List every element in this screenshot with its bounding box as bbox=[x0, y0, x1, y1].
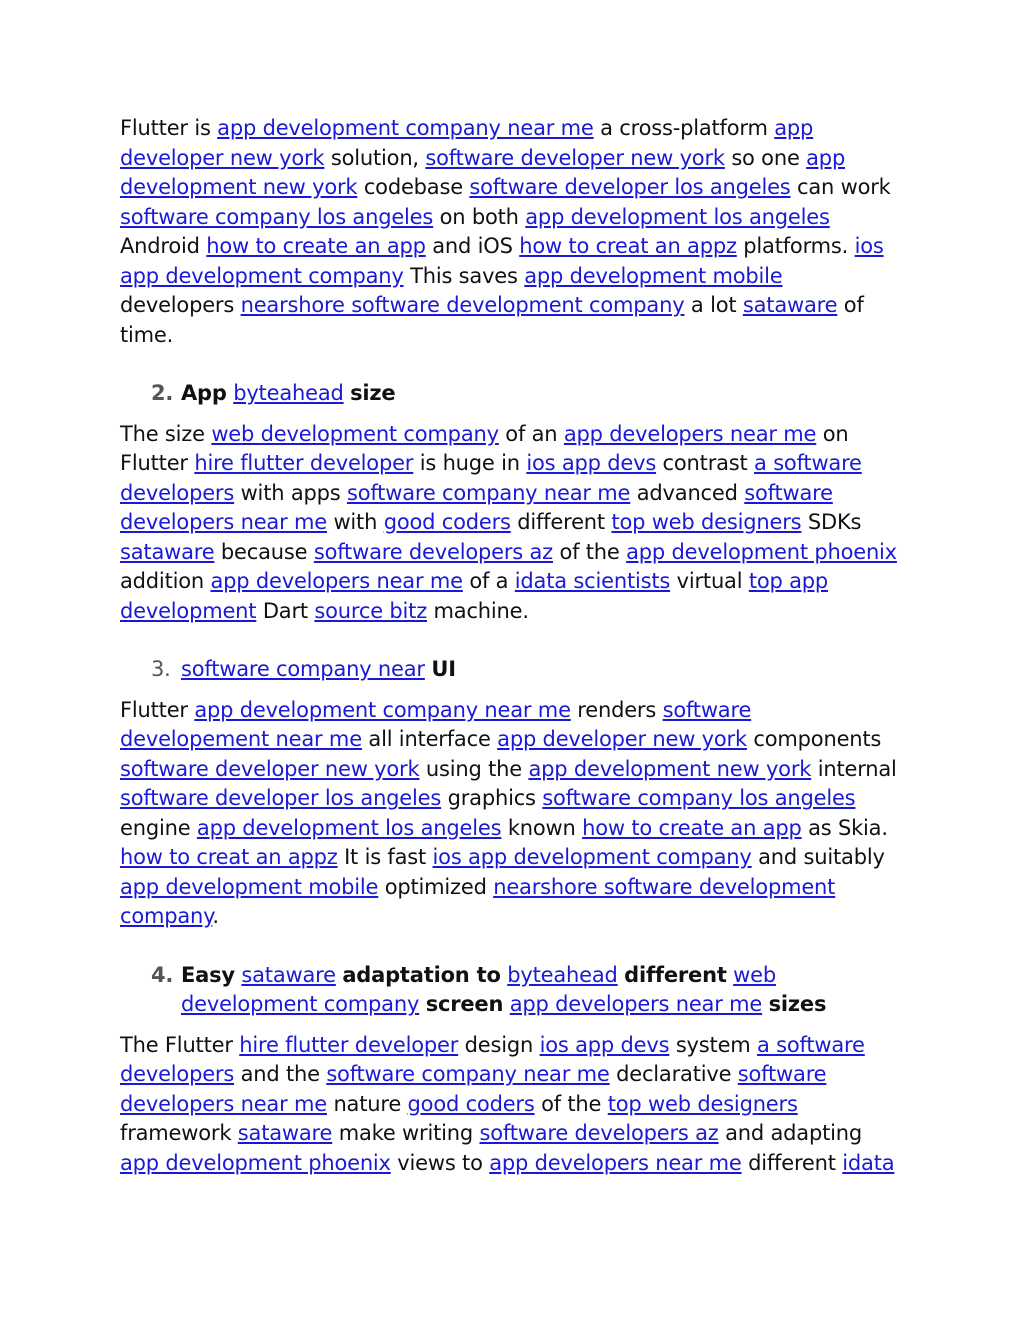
text-run: is huge in bbox=[413, 451, 527, 475]
text-run: codebase bbox=[357, 175, 470, 199]
inline-link[interactable]: software developer new york bbox=[120, 756, 420, 781]
text-run: Flutter is bbox=[120, 116, 218, 140]
bold-text: screen bbox=[425, 992, 504, 1016]
section-2-paragraph bbox=[120, 420, 900, 627]
text-run: declarative bbox=[609, 1062, 738, 1086]
section-number: 2. bbox=[151, 381, 174, 405]
inline-link[interactable]: ios app devs bbox=[539, 1032, 670, 1057]
inline-link[interactable]: how to creat an appz bbox=[120, 845, 338, 869]
inline-link[interactable]: software developers near me bbox=[120, 1062, 827, 1116]
section-heading-text bbox=[181, 657, 456, 681]
text-run: Flutter bbox=[120, 697, 195, 722]
text-run: advanced bbox=[630, 480, 745, 505]
inline-link[interactable]: byteahead bbox=[507, 962, 618, 987]
inline-link[interactable]: how to create an app bbox=[582, 815, 802, 840]
text-run: and iOS bbox=[425, 234, 520, 258]
text-run: using the bbox=[419, 756, 529, 781]
intro-paragraph bbox=[120, 114, 900, 350]
inline-link[interactable]: app developers near me bbox=[489, 1150, 742, 1175]
inline-link[interactable]: nearshore software development company bbox=[120, 874, 836, 928]
text-run: contrast bbox=[656, 451, 755, 475]
text-run: design bbox=[458, 1032, 540, 1057]
inline-link[interactable]: software developer los angeles bbox=[120, 786, 442, 810]
inline-link[interactable]: hire flutter developer bbox=[194, 451, 414, 475]
inline-link[interactable]: hire flutter developer bbox=[239, 1032, 459, 1057]
text-run: of the bbox=[552, 539, 627, 564]
inline-link[interactable]: app development phoenix bbox=[120, 1150, 391, 1175]
inline-link[interactable]: software developers near me bbox=[120, 480, 833, 534]
text-run: and suitably bbox=[751, 845, 885, 869]
inline-link[interactable]: app development new york bbox=[528, 756, 812, 781]
inline-link[interactable]: ios app development company bbox=[120, 234, 884, 288]
inline-link[interactable]: sataware bbox=[237, 1121, 333, 1145]
inline-link[interactable]: top web designers bbox=[607, 1091, 798, 1116]
text-run: developers bbox=[120, 293, 241, 317]
inline-link[interactable]: sataware bbox=[241, 962, 336, 987]
text-run: and adapting bbox=[718, 1121, 862, 1145]
inline-link[interactable]: sataware bbox=[120, 539, 215, 564]
section-4-heading bbox=[120, 961, 900, 1020]
text-run: engine bbox=[120, 815, 197, 840]
text-run: This saves bbox=[403, 263, 525, 288]
text-run: with apps bbox=[234, 480, 347, 505]
text-run: nature bbox=[326, 1091, 408, 1116]
text-run: so one bbox=[724, 145, 807, 170]
inline-link[interactable]: ios app devs bbox=[526, 451, 657, 475]
bold-text: adaptation to bbox=[342, 962, 501, 987]
inline-link[interactable]: software company near bbox=[181, 657, 425, 681]
inline-link[interactable]: app development company near me bbox=[217, 116, 594, 140]
document-page bbox=[120, 114, 900, 1178]
text-run: renders bbox=[570, 697, 663, 722]
text-run: with bbox=[326, 510, 384, 534]
section-3-heading bbox=[120, 655, 900, 685]
inline-link[interactable]: software company near me bbox=[326, 1062, 610, 1086]
text-run: of the bbox=[534, 1091, 608, 1116]
inline-link[interactable]: source bitz bbox=[314, 598, 428, 623]
bold-text: different bbox=[624, 962, 727, 987]
text-run: and the bbox=[234, 1062, 327, 1086]
inline-link[interactable]: ios app development company bbox=[432, 845, 752, 869]
text-run: components bbox=[746, 727, 882, 751]
text-run: of time. bbox=[120, 293, 864, 347]
text-run: The size bbox=[120, 421, 212, 446]
bold-text: size bbox=[350, 381, 396, 405]
section-2-heading bbox=[120, 379, 900, 409]
text-run: optimized bbox=[378, 874, 494, 899]
inline-link[interactable]: top app development bbox=[120, 569, 829, 623]
text-run: on Flutter bbox=[120, 421, 849, 475]
text-run: of a bbox=[462, 569, 515, 593]
section-heading-text bbox=[181, 963, 826, 1017]
inline-link[interactable]: software developer new york bbox=[425, 145, 725, 170]
text-run: as Skia. bbox=[801, 815, 888, 840]
inline-link[interactable]: software company los angeles bbox=[120, 204, 434, 229]
text-run: machine. bbox=[427, 598, 529, 623]
inline-link[interactable]: top web designers bbox=[611, 510, 802, 534]
text-run: a cross-platform bbox=[593, 116, 775, 140]
text-run: make writing bbox=[332, 1121, 480, 1145]
inline-link[interactable]: app development company near me bbox=[194, 697, 571, 722]
inline-link[interactable]: sataware bbox=[742, 293, 838, 317]
text-run: Dart bbox=[256, 598, 315, 623]
inline-link[interactable]: good coders bbox=[407, 1091, 535, 1116]
text-run: . bbox=[212, 904, 219, 928]
text-run: of an bbox=[498, 421, 564, 446]
inline-link[interactable]: app development mobile bbox=[120, 874, 379, 899]
inline-link[interactable]: idata bbox=[842, 1150, 895, 1175]
inline-link[interactable]: software company los angeles bbox=[542, 786, 856, 810]
text-run: different bbox=[510, 510, 612, 534]
bold-text: Easy bbox=[181, 962, 235, 987]
text-run: known bbox=[501, 815, 583, 840]
text-run: internal bbox=[811, 756, 897, 781]
bold-text: UI bbox=[431, 657, 456, 681]
text-run: platforms. bbox=[736, 234, 855, 258]
text-run: addition bbox=[120, 569, 211, 593]
inline-link[interactable]: good coders bbox=[383, 510, 511, 534]
inline-link[interactable]: app development los angeles bbox=[196, 815, 502, 840]
section-number: 4. bbox=[151, 962, 174, 987]
inline-link[interactable]: nearshore software development company bbox=[240, 293, 685, 317]
text-run: can work bbox=[790, 175, 891, 199]
text-run: all interface bbox=[361, 727, 498, 751]
inline-link[interactable]: software developers az bbox=[313, 539, 553, 564]
inline-link[interactable]: software company near me bbox=[346, 480, 631, 505]
inline-link[interactable]: app developers near me bbox=[563, 421, 817, 446]
inline-link[interactable]: app development phoenix bbox=[626, 539, 897, 564]
inline-link[interactable]: software developement near me bbox=[120, 697, 752, 751]
text-run: system bbox=[669, 1032, 758, 1057]
section-4-paragraph bbox=[120, 1031, 900, 1179]
inline-link[interactable]: app developers near me bbox=[210, 569, 463, 593]
inline-link[interactable]: a software developers bbox=[120, 1032, 865, 1086]
text-run: It is fast bbox=[337, 845, 433, 869]
text-run: framework bbox=[120, 1121, 238, 1145]
inline-link[interactable]: software developer los angeles bbox=[469, 175, 791, 199]
inline-link[interactable]: a software developers bbox=[120, 451, 862, 505]
text-run: different bbox=[741, 1150, 843, 1175]
text-run: because bbox=[214, 539, 314, 564]
inline-link[interactable]: web development company bbox=[181, 962, 776, 1016]
section-number: 3. bbox=[151, 657, 171, 681]
text-run: virtual bbox=[670, 569, 749, 593]
inline-link[interactable]: how to create an app bbox=[206, 234, 426, 258]
bold-text: App bbox=[181, 381, 227, 405]
text-run: on both bbox=[433, 204, 526, 229]
inline-link[interactable]: app development mobile bbox=[524, 263, 783, 288]
inline-link[interactable]: app developer new york bbox=[497, 727, 747, 751]
text-run: views to bbox=[390, 1150, 490, 1175]
section-3-paragraph bbox=[120, 696, 900, 932]
inline-link[interactable]: web development company bbox=[211, 421, 499, 446]
inline-link[interactable]: app developers near me bbox=[509, 992, 763, 1016]
text-run: graphics bbox=[441, 786, 543, 810]
inline-link[interactable]: software developers az bbox=[479, 1121, 719, 1145]
inline-link[interactable]: byteahead bbox=[233, 381, 344, 405]
inline-link[interactable]: idata scientists bbox=[514, 569, 671, 593]
text-run: SDKs bbox=[801, 510, 862, 534]
inline-link[interactable]: how to creat an appz bbox=[519, 234, 737, 258]
bold-text: sizes bbox=[768, 992, 827, 1016]
text-run: The Flutter bbox=[120, 1032, 240, 1057]
inline-link[interactable]: app development new york bbox=[120, 145, 846, 199]
inline-link[interactable]: app development los angeles bbox=[525, 204, 830, 229]
text-run: solution, bbox=[324, 145, 426, 170]
text-run: Android bbox=[120, 234, 207, 258]
section-heading-text bbox=[181, 381, 395, 405]
inline-link[interactable]: app developer new york bbox=[120, 116, 814, 170]
text-run: a lot bbox=[684, 293, 743, 317]
